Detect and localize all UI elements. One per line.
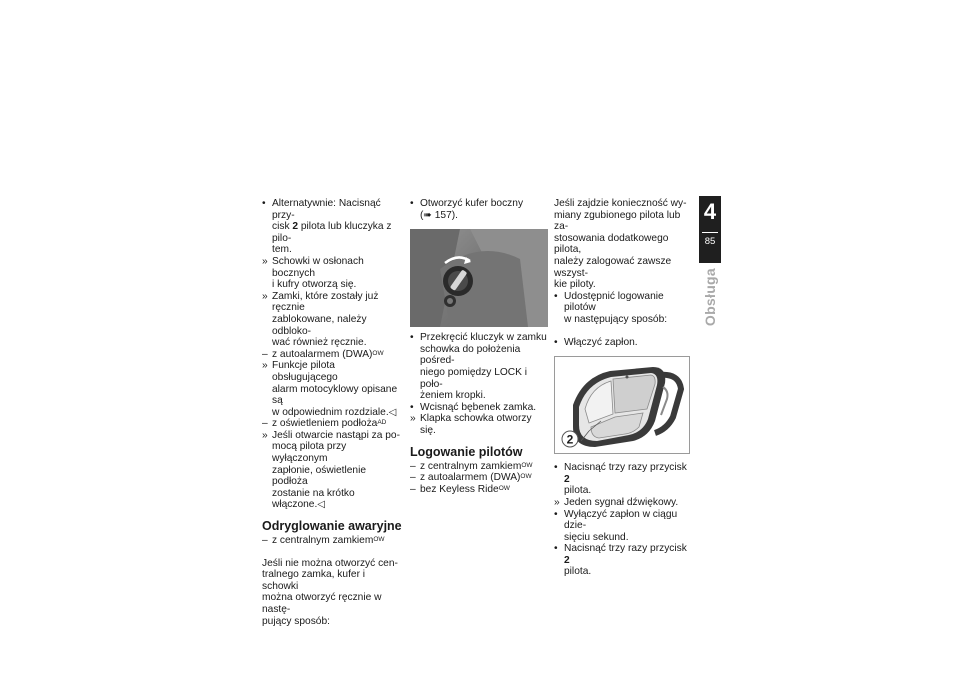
- button-ref: 2: [564, 473, 570, 485]
- button-ref: 2: [292, 221, 299, 233]
- page-reference: (➠ 157).: [420, 209, 458, 221]
- step-item: • Wyłączyć zapłon w ciągu dzie- sięciu sekund.: [554, 508, 678, 543]
- step-item: • Otworzyć kufer boczny (➠ 157).: [410, 198, 524, 221]
- bullet-mark: •: [554, 462, 558, 474]
- text-column-3: [554, 198, 690, 578]
- figure-label: 2: [566, 432, 574, 447]
- result-mark: »: [262, 255, 268, 267]
- paragraph: Jeśli nie można otworzyć cen- tralnego zamka, kufer i schowki można otworzyć ręcznie w nastę- pujący sposób:: [262, 557, 398, 627]
- result-mark: »: [262, 429, 268, 441]
- result-mark: »: [554, 496, 560, 508]
- option-item: – bez Keyless Ride$^{OW}$: [410, 483, 510, 495]
- chapter-tab: [699, 196, 721, 263]
- paragraph: Jeśli zajdzie konieczność wy- miany zgubionego pilota lub za- stosowania dodatkowego pilota, należy zalogować zawsze wszyst- kie piloty.: [554, 198, 687, 291]
- section-heading: Logowanie pilotów: [410, 444, 523, 459]
- option-item: – z oświetleniem podłoża$^{AD}$: [262, 418, 387, 430]
- bullet-mark: •: [410, 401, 414, 413]
- option-item: – z centralnym zamkiem$^{OW}$: [262, 535, 385, 547]
- result-item: » Schowki w osłonach bocznych i kufry otworzą się.: [262, 255, 364, 291]
- tab-divider: [702, 232, 718, 233]
- result-item: » Klapka schowka otworzy się.: [410, 413, 532, 436]
- option-code: OW: [521, 461, 533, 469]
- dash-mark: –: [410, 483, 416, 495]
- bullet-mark: •: [554, 543, 558, 555]
- step-item: • Nacisnąć trzy razy przycisk 2 pilota.: [554, 462, 687, 497]
- text-column-1: [262, 198, 402, 627]
- chapter-title-vertical: [699, 268, 721, 358]
- option-code: AD: [377, 419, 387, 427]
- option-item: – z autoalarmem (DWA)$^{OW}$: [262, 348, 384, 360]
- dash-mark: –: [262, 418, 268, 430]
- dash-mark: –: [262, 348, 268, 360]
- page-number: 85: [704, 236, 716, 247]
- option-item: – z centralnym zamkiem$^{OW}$: [410, 460, 533, 472]
- lock-photo: [410, 229, 548, 327]
- result-mark: »: [410, 413, 416, 425]
- dash-mark: –: [262, 535, 268, 547]
- result-mark: »: [262, 360, 268, 372]
- chapter-title: Obsługa: [702, 268, 718, 327]
- section-heading: Odryglowanie awaryjne: [262, 519, 402, 534]
- bullet-mark: •: [554, 336, 558, 348]
- bullet-mark: •: [554, 290, 558, 302]
- result-mark: »: [262, 290, 268, 302]
- remote-key-figure: [554, 356, 690, 454]
- bullet-mark: •: [554, 508, 558, 520]
- button-ref: 2: [564, 554, 570, 566]
- step-item: • Włączyć zapłon.: [554, 336, 638, 348]
- remote-key-illustration: [555, 357, 689, 453]
- step-item: • Wcisnąć bębenek zamka.: [410, 401, 537, 413]
- result-item: » Jeśli otwarcie nastąpi za po- mocą pilota przy wyłączonym zapłonie, oświetlenie podłoża zostanie na krótko włączone.◁: [262, 429, 400, 511]
- chapter-number: 4: [703, 199, 717, 224]
- option-code: OW: [520, 473, 532, 481]
- storage-lock-illustration: [410, 229, 548, 327]
- result-item: » Jeden sygnał dźwiękowy.: [554, 496, 679, 508]
- bullet-mark: •: [410, 332, 414, 344]
- result-item: » Funkcje pilota obsługującego alarm motocyklowy opisane są w odpowiednim rozdziale.◁: [262, 360, 398, 418]
- text-column-2: [410, 198, 548, 495]
- dash-mark: –: [410, 472, 416, 484]
- step-item: • Przekręcić kluczyk w zamku schowka do położenia pośred- niego pomiędzy LOCK i poło- żeniem kropki.: [410, 332, 547, 402]
- bullet-mark: •: [262, 198, 266, 209]
- step-item: • Alternatywnie: Nacisnąć przy- cisk 2 pilota lub kluczyka z pilo- tem.: [262, 198, 392, 256]
- option-item: – z autoalarmem (DWA)$^{OW}$: [410, 472, 532, 484]
- step-item: • Nacisnąć trzy razy przycisk 2 pilota.: [554, 543, 687, 578]
- dash-mark: –: [410, 460, 416, 472]
- result-item: » Zamki, które zostały już ręcznie zablokowane, należy odbloko- wać również ręcznie.: [262, 290, 379, 349]
- option-code: OW: [498, 484, 510, 492]
- option-code: OW: [372, 349, 384, 357]
- option-code: OW: [373, 536, 385, 544]
- bullet-mark: •: [410, 198, 414, 209]
- step-item: • Udostępnić logowanie pilotów w następujący sposób:: [554, 290, 668, 325]
